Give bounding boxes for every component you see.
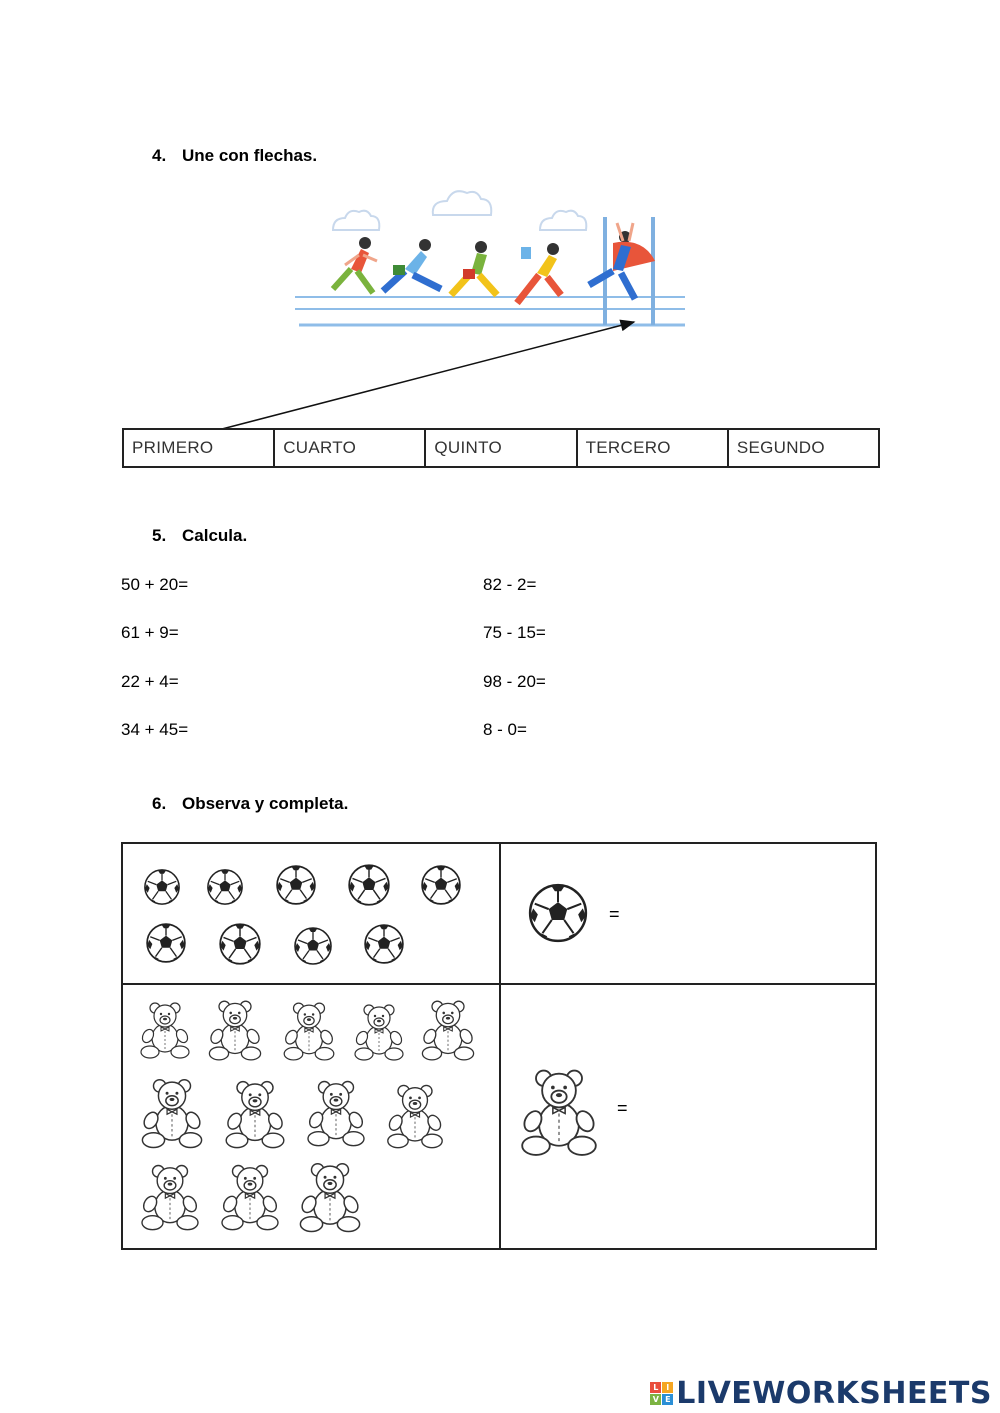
logo-letter: I <box>662 1382 673 1393</box>
teddy-bear-reference-icon <box>513 1066 605 1158</box>
runner-5 <box>589 223 655 299</box>
soccer-ball-icon <box>143 868 181 906</box>
teddy-bear-icon <box>219 1078 291 1150</box>
teddy-bear-icon <box>135 1162 205 1232</box>
soccer-ball-icon <box>218 922 262 966</box>
teddy-bear-icon <box>135 1076 209 1150</box>
subtraction-problem: 75 - 15= <box>483 623 546 642</box>
runner-3 <box>451 241 497 295</box>
soccer-ball-icon <box>275 864 317 906</box>
logo-letter: E <box>662 1394 673 1405</box>
exercise-4-title: Une con flechas. <box>182 146 318 165</box>
exercise-5-number: 5. <box>152 526 167 545</box>
liveworksheets-logo <box>650 1375 992 1411</box>
teddy-bear-icon <box>301 1078 371 1148</box>
exercise-6-heading <box>152 794 348 814</box>
teddy-bear-icon <box>416 998 480 1062</box>
ordinal-label[interactable]: PRIMERO <box>124 430 275 466</box>
teddy-bear-icon <box>215 1162 285 1232</box>
race-illustration <box>295 185 690 345</box>
addition-problem: 22 + 4= <box>121 672 179 691</box>
teddy-bear-icon <box>293 1160 367 1234</box>
teddy-bear-icon <box>203 998 267 1062</box>
logo-blocks <box>650 1382 673 1405</box>
exercise-5-title: Calcula. <box>182 526 248 545</box>
ordinal-label[interactable]: TERCERO <box>578 430 729 466</box>
table-divider <box>123 983 875 985</box>
soccer-ball-icon <box>206 868 244 906</box>
runner-2 <box>383 239 441 291</box>
soccer-ball-icon <box>145 922 187 964</box>
subtraction-problem: 8 - 0= <box>483 720 527 739</box>
teddy-bear-icon <box>381 1082 449 1150</box>
soccer-ball-icon <box>293 926 333 966</box>
teddy-bear-icon <box>349 1002 409 1062</box>
teddy-bear-icon <box>135 1000 195 1060</box>
ordinal-label[interactable]: QUINTO <box>426 430 577 466</box>
ordinal-label[interactable]: CUARTO <box>275 430 426 466</box>
addition-problem: 61 + 9= <box>121 623 179 642</box>
bear-equals-sign: = <box>617 1098 628 1118</box>
soccer-ball-icon <box>363 923 405 965</box>
exercise-6-number: 6. <box>152 794 167 813</box>
exercise-6-title: Observa y completa. <box>182 794 349 813</box>
ordinal-labels-table <box>122 428 880 468</box>
ball-equals-sign: = <box>609 904 620 924</box>
addition-problem: 34 + 45= <box>121 720 189 739</box>
soccer-ball-reference-icon <box>527 882 589 944</box>
soccer-ball-icon <box>420 864 462 906</box>
cloud-icon <box>333 191 586 230</box>
subtraction-problem: 98 - 20= <box>483 672 546 691</box>
teddy-bear-icon <box>278 1000 340 1062</box>
logo-text: LIVEWORKSHEETS <box>676 1375 992 1411</box>
runner-1 <box>333 237 377 293</box>
subtraction-problem: 82 - 2= <box>483 575 537 594</box>
ordinal-label[interactable]: SEGUNDO <box>736 438 825 457</box>
addition-problem: 50 + 20= <box>121 575 189 594</box>
logo-letter: V <box>650 1394 661 1405</box>
runner-4 <box>517 243 561 303</box>
soccer-ball-icon <box>347 863 391 907</box>
exercise-5-heading <box>152 526 247 546</box>
table-divider <box>499 844 501 1248</box>
logo-letter: L <box>650 1382 661 1393</box>
counting-table <box>121 842 877 1250</box>
exercise-4-heading <box>152 146 317 166</box>
exercise-4-number: 4. <box>152 146 167 165</box>
